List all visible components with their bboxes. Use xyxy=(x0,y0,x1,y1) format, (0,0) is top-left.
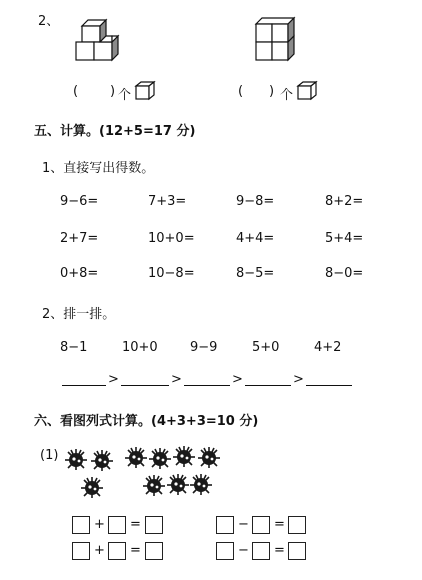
answer-paren-right-open: ( xyxy=(238,84,244,99)
answer-box[interactable] xyxy=(252,516,270,534)
plus-sign: + xyxy=(94,517,105,532)
sort-item: 4+2 xyxy=(314,340,342,355)
greater-than-sign: > xyxy=(171,372,182,387)
sort-item: 5+0 xyxy=(252,340,280,355)
sort-item: 10+0 xyxy=(122,340,158,355)
problem: 10+0= xyxy=(148,231,195,246)
problem: 9−8= xyxy=(236,194,275,209)
question-2-label: 2、 xyxy=(38,14,60,29)
sort-item: 8−1 xyxy=(60,340,88,355)
answer-box[interactable] xyxy=(288,542,306,560)
unit-label-right: 个 xyxy=(280,88,294,103)
answer-blank[interactable] xyxy=(184,373,230,386)
greater-than-sign: > xyxy=(108,372,119,387)
minus-sign: − xyxy=(238,543,249,558)
answer-blank[interactable] xyxy=(121,373,169,386)
section-6-title: 六、看图列式计算。(4+3+3=10 分) xyxy=(34,414,259,429)
plus-sign: + xyxy=(94,543,105,558)
answer-blank[interactable] xyxy=(306,373,352,386)
problem: 0+8= xyxy=(60,266,99,281)
equals-sign: = xyxy=(274,543,285,558)
answer-box[interactable] xyxy=(145,542,163,560)
minus-sign: − xyxy=(238,517,249,532)
section-6-q1-label: (1) xyxy=(40,448,59,463)
greater-than-sign: > xyxy=(232,372,243,387)
answer-box[interactable] xyxy=(252,542,270,560)
section-5-q2-label: 2、排一排。 xyxy=(42,307,116,322)
problem: 4+4= xyxy=(236,231,275,246)
unit-cube-icon xyxy=(296,80,318,102)
greater-than-sign: > xyxy=(293,372,304,387)
problem: 9−6= xyxy=(60,194,99,209)
answer-box[interactable] xyxy=(108,542,126,560)
cube-stack-right-figure xyxy=(252,14,302,68)
problem: 8−5= xyxy=(236,266,275,281)
unit-label-left: 个 xyxy=(118,88,132,103)
problem: 7+3= xyxy=(148,194,187,209)
answer-paren-right-close: ) xyxy=(269,84,275,99)
answer-blank[interactable] xyxy=(245,373,291,386)
answer-blank[interactable] xyxy=(62,373,106,386)
answer-paren-left-close: ) xyxy=(110,84,116,99)
sort-item: 9−9 xyxy=(190,340,218,355)
answer-box[interactable] xyxy=(288,516,306,534)
answer-paren-left-open: ( xyxy=(73,84,79,99)
problem: 5+4= xyxy=(325,231,364,246)
answer-box[interactable] xyxy=(108,516,126,534)
hedgehog-picture xyxy=(64,444,224,504)
cube-stack-left-figure xyxy=(72,18,128,68)
section-5-q1-label: 1、直接写出得数。 xyxy=(42,161,155,176)
problem: 8−0= xyxy=(325,266,364,281)
section-5-title: 五、计算。(12+5=17 分) xyxy=(34,124,196,139)
problem: 8+2= xyxy=(325,194,364,209)
answer-box[interactable] xyxy=(216,542,234,560)
answer-box[interactable] xyxy=(145,516,163,534)
equals-sign: = xyxy=(130,543,141,558)
answer-box[interactable] xyxy=(72,542,90,560)
equals-sign: = xyxy=(274,517,285,532)
unit-cube-icon xyxy=(134,80,156,102)
problem: 2+7= xyxy=(60,231,99,246)
answer-box[interactable] xyxy=(72,516,90,534)
answer-box[interactable] xyxy=(216,516,234,534)
problem: 10−8= xyxy=(148,266,195,281)
equals-sign: = xyxy=(130,517,141,532)
